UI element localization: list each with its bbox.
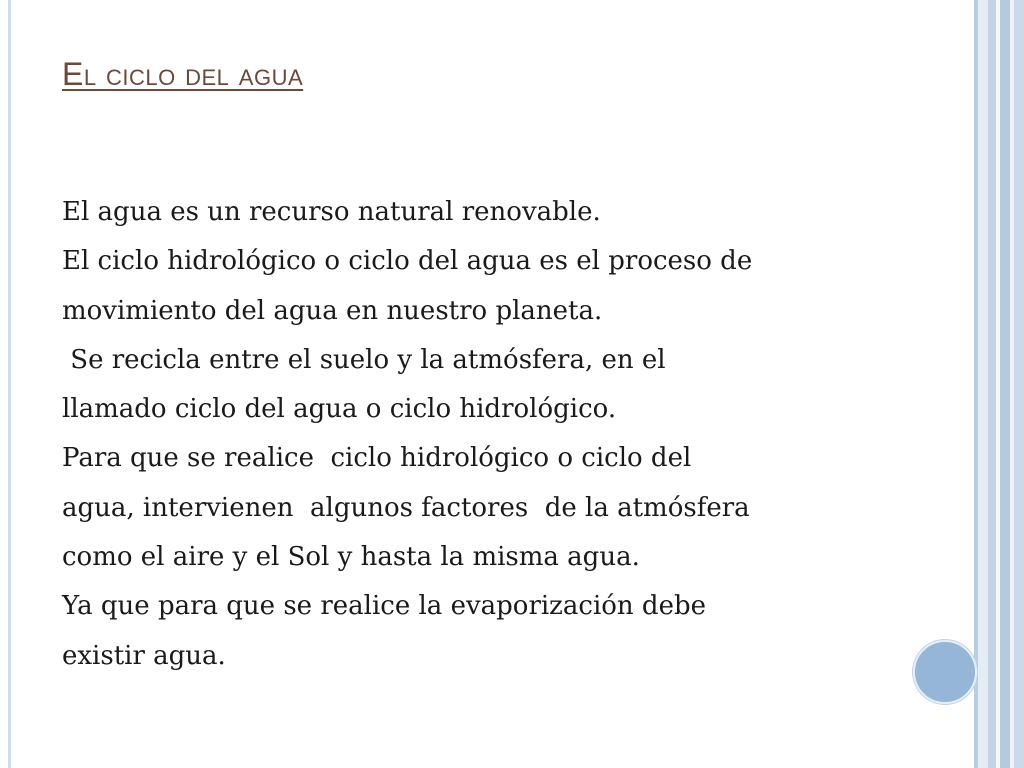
body-line: Para que se realice ciclo hidrológico o ciclo del — [62, 443, 692, 474]
stripe — [978, 0, 988, 768]
body-line: llamado ciclo del agua o ciclo hidrológico. — [62, 394, 617, 425]
stripe — [988, 0, 996, 768]
body-line: El agua es un recurso natural renovable. — [62, 197, 601, 227]
stripe — [1000, 0, 1010, 768]
stripe — [1014, 0, 1024, 768]
body-line: agua, intervienen algunos factores de la atmósfera — [62, 492, 750, 523]
body-line: El ciclo hidrológico o ciclo del agua es el proceso de — [62, 246, 753, 277]
slide-body — [62, 188, 922, 681]
slide-title: El ciclo del agua — [62, 56, 304, 92]
decorative-circle — [913, 640, 977, 704]
body-line: movimiento del agua en nuestro planeta. — [62, 295, 603, 326]
left-border-line — [8, 0, 11, 768]
body-line: Ya que para que se realice la evaporización debe — [62, 591, 706, 622]
body-line: como el aire y el Sol y hasta la misma agua. — [62, 542, 640, 573]
body-line: Se recicla entre el suelo y la atmósfera, en el — [62, 344, 666, 375]
right-decorative-stripes — [974, 0, 1024, 768]
body-line: existir agua. — [62, 640, 226, 671]
